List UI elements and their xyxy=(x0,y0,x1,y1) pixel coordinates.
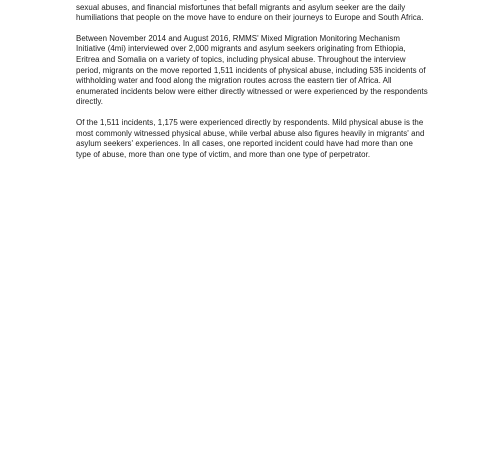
document-body xyxy=(76,0,428,160)
paragraph-intro: sexual abuses, and financial misfortunes that befall migrants and asylum seeker are the daily humiliations that people on the move have to endure on their journeys to Europe and South Africa. xyxy=(76,2,424,23)
paragraph-incident-breakdown: Of the 1,511 incidents, 1,175 were experienced directly by respondents. Mild physical abuse is the most commonly witnessed physical abuse, while verbal abuse also figures heavily in migrants' and asylum seekers' experiences. In all cases, one reported incident could have had more than one type of abuse, more than one type of victim, and more than one type of perpetrator. xyxy=(76,117,425,159)
paragraph-4mi-interviews: Between November 2014 and August 2016, RMMS' Mixed Migration Monitoring Mechanism Initiative (4mi) interviewed over 2,000 migrants and asylum seekers originating from Ethiopia, Eritrea and Somalia on a variety of topics, including physical abuse. Throughout the interview period, migrants on the move reported 1,511 incidents of physical abuse, including 535 incidents of withholding water and food along the migration routes across the eastern tier of Africa. All enumerated incidents below were either directly witnessed or were experienced by the respondents directly. xyxy=(76,33,428,107)
